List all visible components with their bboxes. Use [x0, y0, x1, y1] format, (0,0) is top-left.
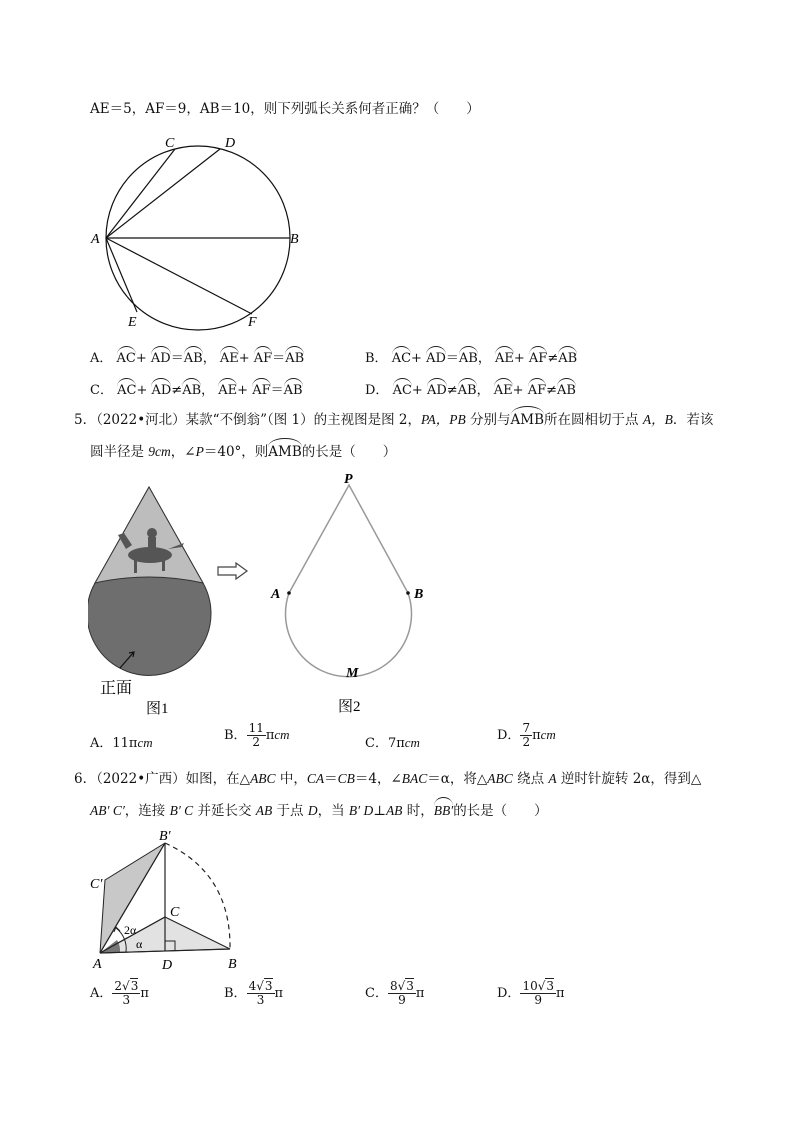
label-c-prime: C′: [90, 877, 103, 892]
arc-ab: AB: [458, 351, 478, 366]
q5-text: 某款“不倒翁”（图 1）的主视图是图 2，: [185, 412, 421, 428]
pi: π: [140, 986, 149, 1001]
q5-figure-2: [262, 465, 442, 720]
q5-line-2: [90, 443, 396, 461]
label-d: D: [162, 958, 173, 973]
q4-option-a: A． AC+ AD＝AB， AE+ AF＝AB: [90, 351, 305, 366]
relation: ＝: [170, 351, 184, 366]
point-a: [287, 591, 291, 595]
label-alpha: α: [136, 937, 143, 951]
label-e: E: [128, 315, 137, 330]
fraction: [112, 980, 140, 1007]
q6-var: ABC: [487, 771, 513, 786]
numerator: 10√3: [522, 979, 555, 993]
label-b: B: [414, 587, 424, 602]
q6-text: ，连接: [124, 803, 170, 819]
q4-stem-line: [90, 100, 480, 118]
q6-var: D: [307, 803, 318, 818]
fraction: [247, 980, 275, 1007]
arc-ac: AC: [391, 351, 412, 366]
option-letter: D．: [497, 728, 521, 743]
label-b-prime: B′: [159, 829, 171, 844]
q6-figure: [86, 828, 256, 976]
radicand: 3: [264, 979, 273, 993]
option-letter: B．: [224, 728, 247, 743]
pi: π: [556, 986, 565, 1001]
q5-var: PA，PB: [421, 412, 466, 427]
relation: ≠: [446, 383, 458, 398]
fig1-caption: 图1: [146, 701, 169, 717]
arc-af: AF: [527, 383, 547, 398]
question-source: （2022•河北）: [96, 412, 186, 428]
pi: π: [265, 728, 275, 743]
label-a: A: [91, 232, 100, 247]
denominator: 3: [122, 993, 131, 1007]
q6-line-1: [74, 770, 701, 788]
q5-var: 9cm: [148, 444, 171, 459]
unit: cm: [404, 735, 420, 750]
denominator: 2: [522, 735, 531, 749]
q6-text: 如图，在△: [185, 771, 251, 787]
label-f: F: [248, 315, 257, 330]
label-p: P: [344, 472, 353, 487]
q6-text: 时，: [402, 803, 434, 819]
q6-text: ，当: [317, 803, 349, 819]
q5-option-c: [365, 732, 420, 751]
arc-amb: AMB: [268, 444, 302, 460]
relation: ≠: [546, 383, 558, 398]
numerator: 2√3: [114, 979, 139, 993]
pi: π: [415, 986, 425, 1001]
coef: 4: [248, 979, 257, 993]
radicand: 3: [546, 979, 555, 993]
label-c: C: [165, 136, 175, 151]
q5-var: A，B: [642, 412, 673, 427]
q5-line-1: [74, 411, 713, 429]
q5-var: P: [195, 444, 204, 459]
q4-stem-text: AE＝5，AF＝9，AB＝10，则下列弧长关系何者正确？（ ）: [90, 101, 480, 117]
q6-option-a: [90, 980, 149, 1007]
question-source: （2022•广西）: [96, 771, 186, 787]
q6-var: B′ C: [169, 803, 194, 818]
q5-figure-1: [88, 483, 218, 718]
q6-option-b: [224, 980, 283, 1007]
q6-text: 于点: [272, 803, 308, 819]
relation: ＝: [270, 383, 284, 398]
arc-ae: AE: [495, 351, 514, 366]
q5-text: ＝40°，则: [203, 444, 269, 460]
unit: cm: [274, 727, 290, 742]
numerator: 4√3: [248, 979, 273, 993]
denominator: 9: [534, 993, 543, 1007]
q6-text: 绕点: [512, 771, 549, 787]
q5-option-d: [497, 722, 556, 749]
q6-text: 并延长交: [193, 803, 256, 819]
arc-af: AF: [253, 351, 273, 366]
label-two-alpha: 2α: [124, 923, 137, 937]
arc-amb: AMB: [510, 412, 545, 428]
q6-var: AB: [255, 803, 273, 818]
q6-var: A: [548, 771, 557, 786]
arc-ac: AC: [117, 383, 137, 398]
front-label: 正面: [100, 680, 133, 697]
option-letter: C．: [365, 986, 388, 1001]
numerator: 7: [522, 721, 531, 735]
coef: 8: [389, 979, 398, 993]
pi: π: [532, 728, 541, 743]
arc-bb: BB′: [433, 803, 454, 818]
fraction: [520, 722, 532, 749]
relation: ＝: [272, 351, 286, 366]
label-b: B: [290, 232, 299, 247]
arc-ad: AD: [426, 351, 446, 366]
q6-line-2: [90, 802, 548, 820]
q5-text: ．若该: [672, 412, 714, 428]
relation: ≠: [547, 351, 559, 366]
arc-ac: AC: [116, 351, 136, 366]
numerator: 8√3: [389, 979, 414, 993]
chord-af: [106, 238, 252, 314]
option-letter: D．: [497, 986, 521, 1001]
tumbler-outline: [286, 485, 412, 677]
arc-ab: AB: [285, 351, 305, 366]
fraction: [388, 980, 416, 1007]
option-letter: A．: [90, 351, 113, 366]
label-a: A: [271, 587, 281, 602]
q6-text: 的长是（ ）: [453, 803, 548, 819]
q5-text: ，∠: [170, 444, 196, 460]
q6-text: 逆时针旋转 2α，得到△: [556, 771, 702, 787]
arc-ad: AD: [426, 383, 447, 398]
option-letter: B．: [224, 986, 247, 1001]
option-text: A．11π: [90, 736, 138, 751]
arc-ab: AB: [557, 383, 576, 398]
q5-option-a: [90, 732, 153, 751]
arc-ad: AD: [151, 383, 172, 398]
arc-ab: AB: [457, 383, 477, 398]
fraction: [247, 722, 266, 749]
arc-ae: AE: [493, 383, 513, 398]
arc-af: AF: [528, 351, 548, 366]
arc-af: AF: [252, 383, 271, 398]
option-letter: A．: [90, 986, 113, 1001]
coef: 10: [522, 979, 538, 993]
q6-text: 中，: [275, 771, 307, 787]
chord-ae: [106, 238, 137, 312]
label-m: M: [346, 666, 359, 681]
q6-text: ⊥: [373, 803, 386, 819]
question-number: 6．: [74, 771, 97, 787]
fraction: [520, 980, 556, 1007]
option-letter: B．: [365, 351, 388, 366]
radicand: 3: [130, 979, 139, 993]
label-b: B: [228, 957, 237, 972]
relation: ≠: [171, 383, 183, 398]
q6-text: ＝α，将△: [427, 771, 488, 787]
q5-text: 的长是（ ）: [301, 444, 397, 460]
q5-text: 分别与: [465, 412, 511, 428]
q4-option-b: B． AC+ AD＝AB， AE+ AF≠AB: [365, 351, 578, 366]
question-number: 5．: [74, 412, 97, 428]
denominator: 2: [252, 735, 261, 749]
point-b: [406, 591, 410, 595]
arc-ab: AB: [182, 383, 202, 398]
pi: π: [274, 986, 284, 1001]
q6-var: ABC: [250, 771, 276, 786]
label-d: D: [225, 136, 236, 151]
q6-var: AB′ C′: [90, 803, 125, 818]
q6-option-d: [497, 980, 565, 1007]
chord-ad: [106, 149, 220, 238]
q5-text: 圆半径是: [90, 444, 149, 460]
q6-option-c: [365, 980, 424, 1007]
arc-ab: AB: [283, 383, 303, 398]
radicand: 3: [406, 979, 414, 993]
label-a: A: [93, 957, 102, 972]
option-text: C．7π: [365, 736, 405, 751]
q4-option-d: D． AC+ AD≠AB， AE+ AF≠AB: [365, 383, 576, 398]
q6-var: BAC: [401, 771, 428, 786]
figure-arrow-icon: [216, 562, 250, 580]
numerator: 11: [248, 721, 264, 735]
option-letter: C．: [90, 383, 113, 398]
q4-option-c: C． AC+ AD≠AB， AE+ AF＝AB: [90, 383, 303, 398]
arc-ac: AC: [392, 383, 412, 398]
chord-ac: [106, 149, 175, 238]
denominator: 9: [398, 993, 406, 1007]
q5-text: 所在圆相切于点: [544, 412, 643, 428]
q6-var: AB: [385, 803, 403, 818]
arc-ab: AB: [183, 351, 203, 366]
q5-option-b: [224, 722, 290, 749]
q6-var: CB: [337, 771, 355, 786]
q4-circle-figure: [85, 128, 315, 333]
option-letter: D．: [365, 383, 389, 398]
q6-var: CA: [306, 771, 325, 786]
q6-text: ＝4，∠: [354, 771, 402, 787]
q6-var: B′ D: [348, 803, 374, 818]
q6-text: ＝: [324, 771, 338, 787]
coef: 2: [114, 979, 123, 993]
arc-ab: AB: [558, 351, 578, 366]
arc-ad: AD: [150, 351, 171, 366]
label-c: C: [170, 905, 180, 920]
arc-ae: AE: [219, 351, 239, 366]
denominator: 3: [256, 993, 265, 1007]
unit: cm: [540, 727, 556, 742]
relation: ＝: [445, 351, 459, 366]
fig2-caption: 图2: [338, 699, 361, 715]
unit: cm: [137, 735, 153, 750]
arc-ae: AE: [218, 383, 238, 398]
